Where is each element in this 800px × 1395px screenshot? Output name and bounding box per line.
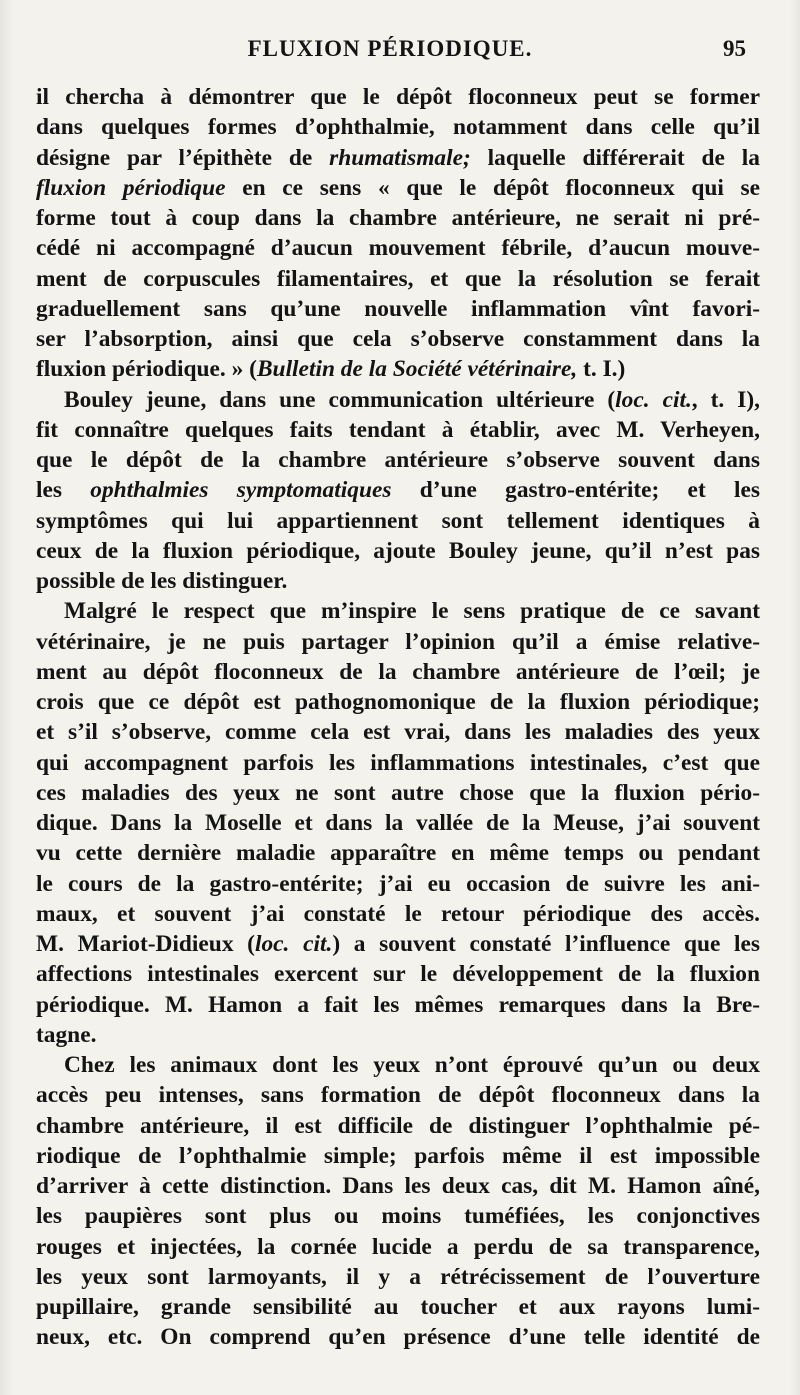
- text-line: [36, 687, 760, 717]
- text-line: [36, 1262, 760, 1292]
- text-line: [36, 778, 760, 808]
- text-line: [36, 233, 760, 263]
- text-run: périodique. M. Hamon a fait les mêmes remarques dans la Bre-: [36, 991, 760, 1018]
- text-line: [36, 1201, 760, 1231]
- text-run: vétérinaire, je ne puis partager l’opinion qu’il a émise relative-: [36, 628, 760, 655]
- text-line: [36, 1141, 760, 1171]
- text-run: accès peu intenses, sans formation de dépôt floconneux dans la: [36, 1082, 760, 1109]
- text-line: [36, 1050, 760, 1080]
- text-line: [36, 294, 760, 324]
- text-line: [36, 354, 760, 384]
- text-run: chambre antérieure, il est difficile de distinguer l’ophthalmie pé-: [36, 1112, 760, 1139]
- italic-text: Bulletin de la Société vétérinaire,: [256, 356, 578, 383]
- text-line: [36, 959, 760, 989]
- text-run: maux, et souvent j’ai constaté le retour périodique des accès.: [36, 900, 760, 927]
- text-run: fit connaître quelques faits tendant à établir, avec M. Verheyen,: [36, 416, 760, 443]
- text-run: qui accompagnent parfois les inflammations intestinales, c’est que: [36, 749, 760, 776]
- italic-text: loc. cit.: [615, 386, 692, 413]
- text-run: vu cette dernière maladie apparaître en même temps ou pendant: [36, 840, 760, 867]
- text-line: [36, 899, 760, 929]
- text-run: graduellement sans qu’une nouvelle inflammation vînt favori-: [36, 295, 760, 322]
- text-line: [36, 324, 760, 354]
- text-run: dique. Dans la Moselle et dans la vallée de la Meuse, j’ai souvent: [36, 810, 760, 836]
- text-run: cédé ni accompagné d’aucun mouvement fébrile, d’aucun mouve-: [36, 235, 760, 262]
- text-line: [36, 627, 760, 657]
- text-run: ment de corpuscules filamentaires, et que la résolution se ferait: [36, 265, 760, 292]
- text-line: [36, 1232, 760, 1262]
- text-run: symptômes qui lui appartiennent sont tellement identiques à: [36, 507, 760, 534]
- text-line: [36, 506, 760, 536]
- text-run: ceux de la fluxion périodique, ajoute Bouley jeune, qu’il n’est pas: [36, 537, 760, 564]
- text-run: dans quelques formes d’ophthalmie, notamment dans celle qu’il: [36, 114, 760, 141]
- italic-text: fluxion périodique: [36, 174, 226, 201]
- text-run: affections intestinales exercent sur le développement de la fluxion: [36, 961, 760, 988]
- text-run: le cours de la gastro-entérite; j’ai eu occasion de suivre les ani-: [36, 870, 760, 897]
- text-run: tagne.: [36, 1021, 97, 1048]
- text-line: [36, 1020, 760, 1050]
- paragraph: [36, 596, 760, 1050]
- text-line: [36, 536, 760, 566]
- text-run: d’arriver à cette distinction. Dans les deux cas, dit M. Hamon aîné,: [36, 1173, 760, 1199]
- text-line: [36, 82, 760, 112]
- text-run: , t. I),: [691, 386, 760, 413]
- text-run: forme tout à coup dans la chambre antérieure, ne serait ni pré-: [36, 205, 760, 231]
- text-line: [36, 415, 760, 445]
- page-number: 95: [723, 36, 746, 61]
- text-line: [36, 1292, 760, 1322]
- text-line: [36, 173, 760, 203]
- text-line: [36, 475, 760, 505]
- page-header: [34, 36, 746, 66]
- text-run: les yeux sont larmoyants, il y a rétrécissement de l’ouverture: [36, 1263, 760, 1290]
- text-run: laquelle différerait de la: [470, 144, 760, 171]
- text-run: en ce sens « que le dépôt floconneux qui se: [225, 174, 760, 201]
- text-run: M. Mariot-Didieux (: [36, 931, 255, 957]
- text-run: Bouley jeune, dans une communication ultérieure (: [64, 386, 616, 413]
- text-line: [36, 748, 760, 778]
- text-run: crois que ce dépôt est pathognomonique de la fluxion périodique;: [36, 689, 760, 715]
- text-line: [36, 717, 760, 747]
- text-run: les paupières sont plus ou moins tuméfiées, les conjonctives: [36, 1203, 760, 1230]
- text-line: [36, 143, 760, 173]
- text-run: désigne par l’épithète de: [36, 144, 330, 171]
- text-run: neux, etc. On comprend qu’en présence d’une telle identité de: [36, 1324, 760, 1351]
- text-run: Malgré le respect que m’inspire le sens pratique de ce savant: [64, 598, 760, 625]
- text-run: il chercha à démontrer que le dépôt floconneux peut se former: [36, 84, 760, 110]
- body-text: [36, 82, 760, 1353]
- text-run: et s’il s’observe, comme cela est vrai, dans les maladies des yeux: [36, 719, 760, 746]
- text-run: riodique de l’ophthalmie simple; parfois même il est impossible: [36, 1142, 760, 1169]
- text-run: ) a souvent constaté l’influence que les: [332, 931, 760, 957]
- italic-text: ophthalmies symptomatiques: [90, 477, 392, 504]
- text-line: [36, 808, 760, 838]
- paragraph: [36, 1050, 760, 1353]
- text-run: ser l’absorption, ainsi que cela s’observe constamment dans la: [36, 326, 760, 352]
- text-run: que le dépôt de la chambre antérieure s’observe souvent dans: [36, 447, 760, 473]
- text-run: t. I.): [577, 356, 626, 383]
- text-line: [36, 1322, 760, 1352]
- text-line: [36, 1080, 760, 1110]
- text-run: Chez les animaux dont les yeux n’ont éprouvé qu’un ou deux: [64, 1052, 760, 1078]
- text-run: ces maladies des yeux ne sont autre chose que la fluxion pério-: [36, 779, 760, 806]
- text-run: fluxion périodique. » (: [36, 356, 257, 383]
- text-run: d’une gastro-entérite; et les: [391, 477, 760, 504]
- text-line: [36, 657, 760, 687]
- text-line: [36, 1171, 760, 1201]
- text-run: rouges et injectées, la cornée lucide a perdu de sa transparence,: [36, 1233, 760, 1260]
- running-title: FLUXION PÉRIODIQUE.: [247, 36, 533, 61]
- text-run: les: [36, 477, 91, 504]
- text-line: [36, 445, 760, 475]
- text-line: [36, 869, 760, 899]
- text-run: ment au dépôt floconneux de la chambre antérieure de l’œil; je: [36, 658, 760, 685]
- text-line: [36, 264, 760, 294]
- text-line: [36, 385, 760, 415]
- text-line: [36, 990, 760, 1020]
- text-line: [36, 566, 760, 596]
- italic-text: loc. cit.: [254, 931, 333, 957]
- text-line: [36, 203, 760, 233]
- italic-text: rhumatismale;: [329, 144, 471, 171]
- text-line: [36, 929, 760, 959]
- text-run: possible de les distinguer.: [36, 568, 288, 594]
- text-line: [36, 596, 760, 626]
- text-line: [36, 1111, 760, 1141]
- paragraph: [36, 82, 760, 385]
- text-run: pupillaire, grande sensibilité au toucher et aux rayons lumi-: [36, 1294, 760, 1320]
- paragraph: [36, 385, 760, 597]
- text-line: [36, 838, 760, 868]
- text-line: [36, 112, 760, 142]
